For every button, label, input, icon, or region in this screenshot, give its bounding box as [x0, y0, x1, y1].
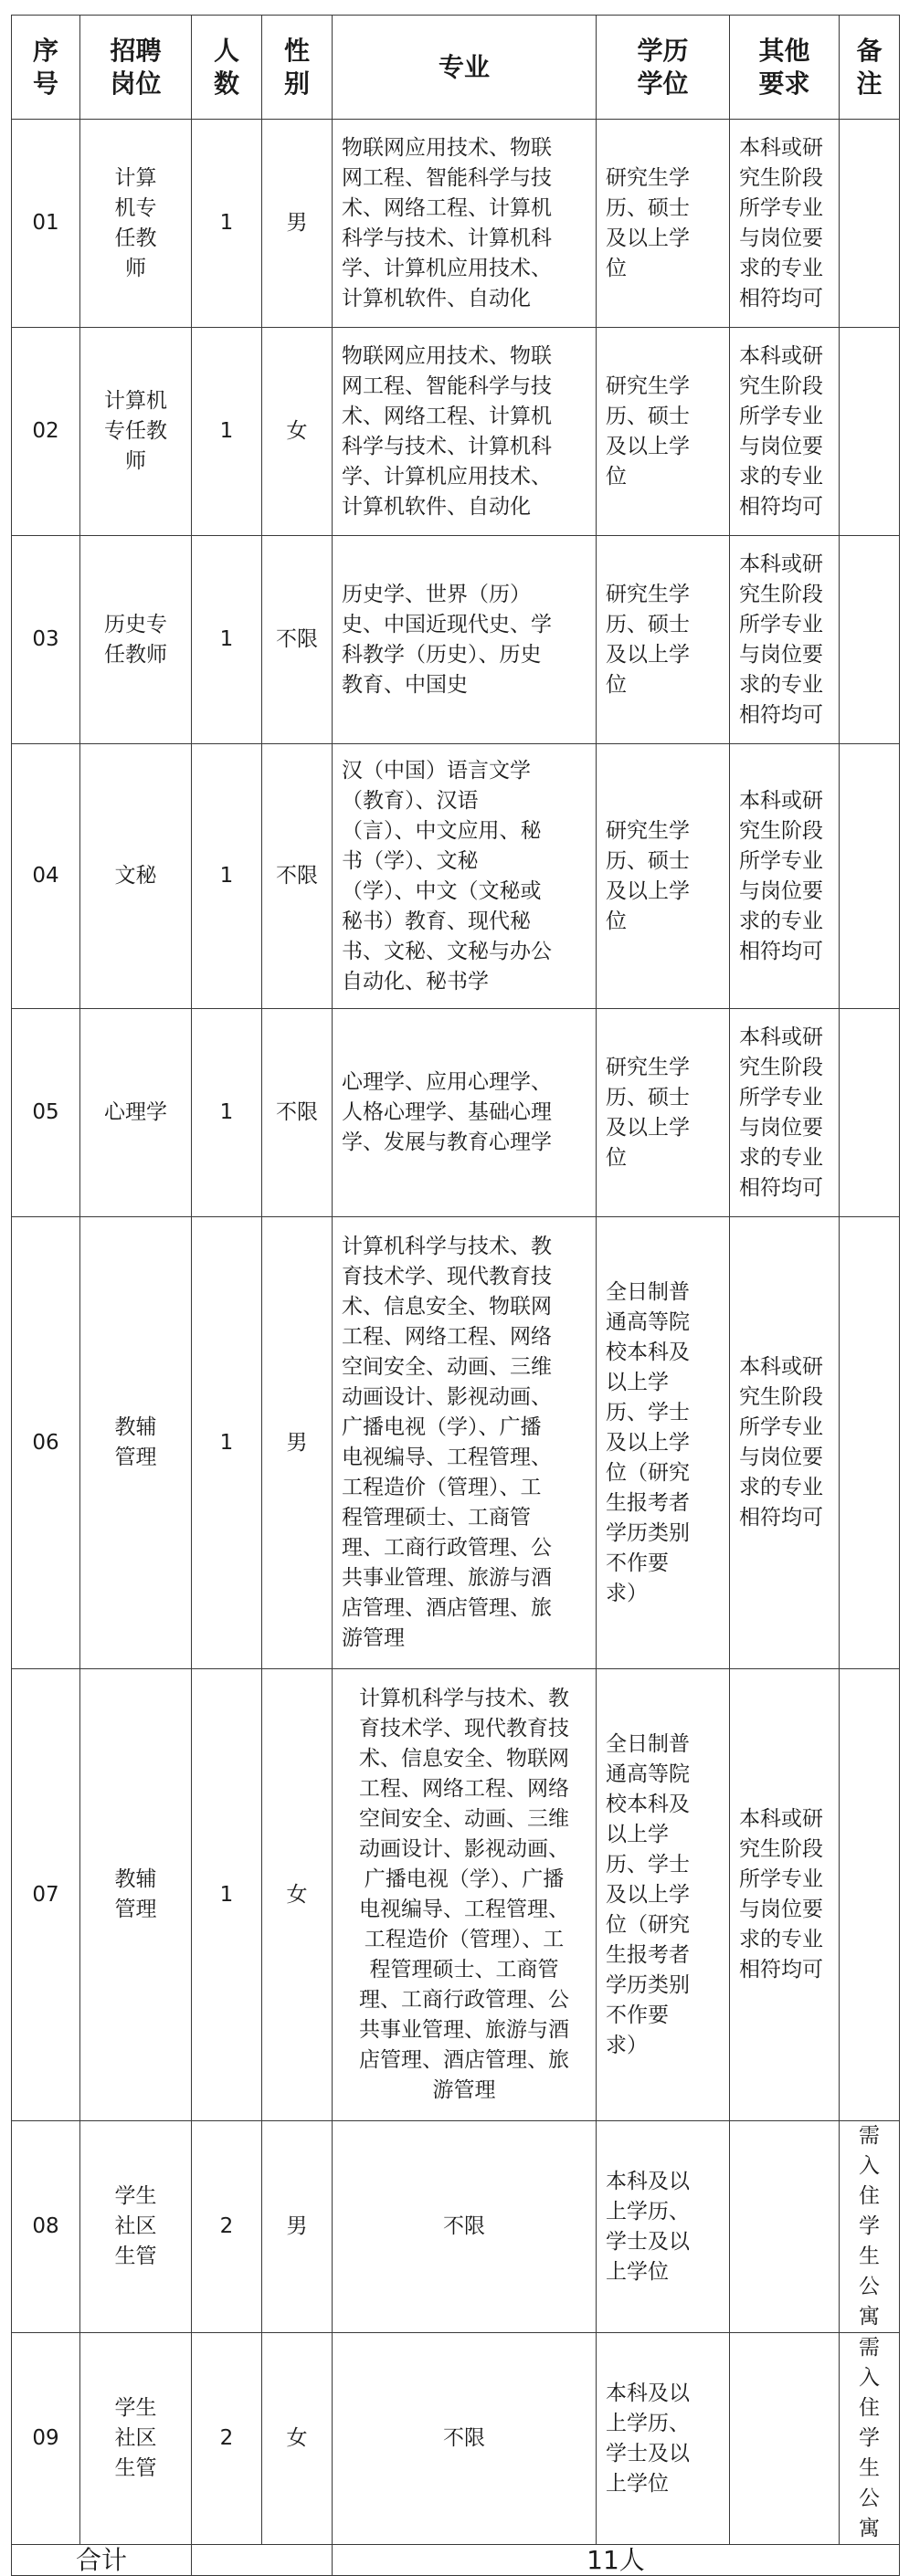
cell-degree: 研究生学 历、硕士 及以上学 位: [597, 1009, 730, 1217]
cell-degree: 本科及以 上学历、 学士及以 上学位: [597, 2333, 730, 2545]
header-major: 专业: [333, 16, 597, 120]
cell-count: 1: [192, 328, 262, 536]
cell-seq: 01: [12, 120, 80, 328]
cell-count: 1: [192, 120, 262, 328]
cell-gender: 不限: [262, 1009, 333, 1217]
cell-count: 1: [192, 1669, 262, 2121]
cell-degree: 研究生学 历、硕士 及以上学 位: [597, 328, 730, 536]
cell-other: [730, 2333, 840, 2545]
cell-seq: 04: [12, 744, 80, 1009]
cell-gender: 女: [262, 328, 333, 536]
cell-degree: 全日制普 通高等院 校本科及 以上学 历、学士 及以上学 位（研究 生报考者 学历类别 不作要 求）: [597, 1669, 730, 2121]
cell-note: [840, 536, 900, 744]
recruitment-table: [11, 15, 900, 2576]
header-count: 人 数: [192, 16, 262, 120]
cell-count: 2: [192, 2121, 262, 2333]
cell-note: 需入 住学 生公 寓: [840, 2333, 900, 2545]
cell-gender: 男: [262, 2121, 333, 2333]
header-seq: 序 号: [12, 16, 80, 120]
cell-seq: 08: [12, 2121, 80, 2333]
total-row: [12, 2545, 900, 2576]
cell-gender: 不限: [262, 744, 333, 1009]
cell-gender: 男: [262, 1217, 333, 1669]
cell-position: 计算 机专 任教 师: [80, 120, 192, 328]
cell-degree: 本科及以 上学历、 学士及以 上学位: [597, 2121, 730, 2333]
cell-note: [840, 328, 900, 536]
cell-note: 需入 住学 生公 寓: [840, 2121, 900, 2333]
cell-other: 本科或研 究生阶段 所学专业 与岗位要 求的专业 相符均可: [730, 1217, 840, 1669]
cell-degree: 全日制普 通高等院 校本科及 以上学 历、学士 及以上学 位（研究 生报考者 学历类别 不作要 求）: [597, 1217, 730, 1669]
cell-other: 本科或研 究生阶段 所学专业 与岗位要 求的专业 相符均可: [730, 1009, 840, 1217]
table-row: [12, 1669, 900, 2121]
cell-position: 历史专 任教师: [80, 536, 192, 744]
cell-position: 计算机 专任教 师: [80, 328, 192, 536]
cell-note: [840, 744, 900, 1009]
cell-note: [840, 120, 900, 328]
cell-other: 本科或研 究生阶段 所学专业 与岗位要 求的专业 相符均可: [730, 536, 840, 744]
table-row: [12, 744, 900, 1009]
table-row: [12, 1009, 900, 1217]
table-row: [12, 328, 900, 536]
cell-degree: 研究生学 历、硕士 及以上学 位: [597, 744, 730, 1009]
cell-gender: 女: [262, 1669, 333, 2121]
cell-major: 不限: [333, 2333, 597, 2545]
cell-count: 1: [192, 1217, 262, 1669]
table-row: [12, 536, 900, 744]
cell-major: 计算机科学与技术、教 育技术学、现代教育技 术、信息安全、物联网 工程、网络工程、网络 空间安全、动画、三维 动画设计、影视动画、 广播电视（学）、广播 电视编导、工程管理、 工程造价（管理）、工 程管理硕士、工商管 理、工商行政管理、公 共事业管理、旅游与酒 店管理、酒店管理、旅 游管理: [333, 1669, 597, 2121]
header-degree: 学历 学位: [597, 16, 730, 120]
cell-major: 汉（中国）语言文学 （教育）、汉语 （言）、中文应用、秘 书（学）、文秘 （学）、中文（文秘或 秘书）教育、现代秘 书、文秘、文秘与办公 自动化、秘书学: [333, 744, 597, 1009]
cell-count: 1: [192, 536, 262, 744]
cell-seq: 02: [12, 328, 80, 536]
cell-gender: 不限: [262, 536, 333, 744]
cell-note: [840, 1009, 900, 1217]
cell-position: 学生 社区 生管: [80, 2121, 192, 2333]
header-gender: 性 别: [262, 16, 333, 120]
cell-other: 本科或研 究生阶段 所学专业 与岗位要 求的专业 相符均可: [730, 328, 840, 536]
cell-major: 物联网应用技术、物联 网工程、智能科学与技 术、网络工程、计算机 科学与技术、计算机科 学、计算机应用技术、 计算机软件、自动化: [333, 120, 597, 328]
cell-seq: 09: [12, 2333, 80, 2545]
header-note: 备 注: [840, 16, 900, 120]
total-empty-cell: [192, 2545, 333, 2576]
cell-other: 本科或研 究生阶段 所学专业 与岗位要 求的专业 相符均可: [730, 1669, 840, 2121]
cell-major: 心理学、应用心理学、 人格心理学、基础心理 学、发展与教育心理学: [333, 1009, 597, 1217]
cell-gender: 男: [262, 120, 333, 328]
cell-count: 1: [192, 744, 262, 1009]
cell-degree: 研究生学 历、硕士 及以上学 位: [597, 536, 730, 744]
cell-other: 本科或研 究生阶段 所学专业 与岗位要 求的专业 相符均可: [730, 744, 840, 1009]
cell-count: 2: [192, 2333, 262, 2545]
cell-major: 不限: [333, 2121, 597, 2333]
cell-seq: 06: [12, 1217, 80, 1669]
header-position: 招聘 岗位: [80, 16, 192, 120]
table-row: [12, 120, 900, 328]
cell-position: 学生 社区 生管: [80, 2333, 192, 2545]
cell-seq: 03: [12, 536, 80, 744]
cell-major: 物联网应用技术、物联 网工程、智能科学与技 术、网络工程、计算机 科学与技术、计算机科 学、计算机应用技术、 计算机软件、自动化: [333, 328, 597, 536]
cell-position: 教辅 管理: [80, 1217, 192, 1669]
cell-note: [840, 1669, 900, 2121]
header-other: 其他 要求: [730, 16, 840, 120]
cell-degree: 研究生学 历、硕士 及以上学 位: [597, 120, 730, 328]
cell-other: 本科或研 究生阶段 所学专业 与岗位要 求的专业 相符均可: [730, 120, 840, 328]
cell-seq: 07: [12, 1669, 80, 2121]
cell-seq: 05: [12, 1009, 80, 1217]
cell-position: 心理学: [80, 1009, 192, 1217]
cell-other: [730, 2121, 840, 2333]
cell-note: [840, 1217, 900, 1669]
table-row: [12, 1217, 900, 1669]
cell-position: 教辅 管理: [80, 1669, 192, 2121]
cell-gender: 女: [262, 2333, 333, 2545]
cell-count: 1: [192, 1009, 262, 1217]
cell-major: 计算机科学与技术、教 育技术学、现代教育技 术、信息安全、物联网 工程、网络工程、网络 空间安全、动画、三维 动画设计、影视动画、 广播电视（学）、广播 电视编导、工程管理、 工程造价（管理）、工 程管理硕士、工商管 理、工商行政管理、公 共事业管理、旅游与酒 店管理、酒店管理、旅 游管理: [333, 1217, 597, 1669]
total-value: 11人: [333, 2545, 900, 2576]
header-row: [12, 16, 900, 120]
total-label: 合计: [12, 2545, 192, 2576]
cell-position: 文秘: [80, 744, 192, 1009]
table-row: [12, 2333, 900, 2545]
cell-major: 历史学、世界（历） 史、中国近现代史、学 科教学（历史）、历史 教育、中国史: [333, 536, 597, 744]
table-row: [12, 2121, 900, 2333]
